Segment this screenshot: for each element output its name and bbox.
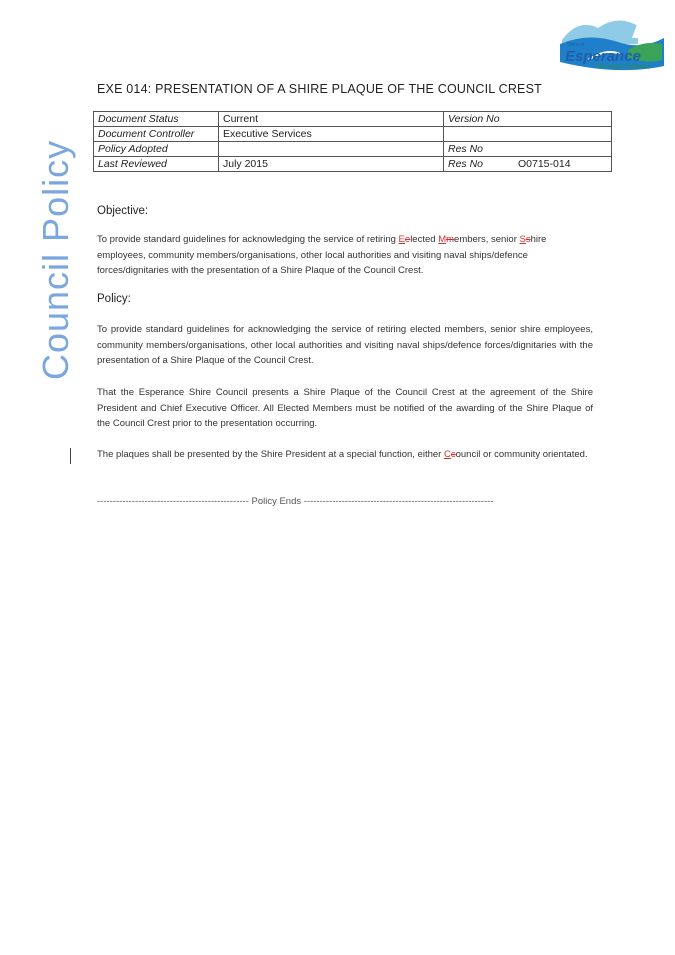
logo-shire-of: Shire of (567, 42, 585, 48)
version-value (514, 112, 612, 127)
policy-del-c: C (443, 449, 451, 460)
adopted-value (219, 142, 444, 157)
version-label: Version No (444, 112, 515, 127)
meta-row-reviewed (94, 157, 612, 172)
objective-del-s: S (519, 234, 526, 245)
logo-tree-icon (632, 18, 662, 38)
change-bar (70, 448, 71, 464)
objective-del-e: E (398, 234, 405, 245)
policy-ins-c: c (450, 449, 456, 460)
meta-row-adopted (94, 142, 612, 157)
objective-del-m: M (438, 234, 447, 245)
reviewed-value: July 2015 (219, 157, 444, 172)
policy-paragraph-1: To provide standard guidelines for acknowledging the service of retiring elected members, senior shire employees, community members/organisations, other local authorities and visiting naval ships/defence forces/dignitaries with the presentation of a Shire Plaque of the Council Crest. (97, 324, 593, 366)
controller-label: Document Controller (94, 127, 219, 142)
objective-heading: Objective: (97, 205, 149, 217)
objective-text-2: lected (410, 234, 439, 245)
reviewed-label: Last Reviewed (94, 157, 219, 172)
document-meta-table (93, 111, 612, 172)
council-policy-side-label: Council Policy (35, 139, 76, 380)
status-value: Current (219, 112, 444, 127)
res-value-2: O0715-014 (514, 157, 612, 172)
policy-paragraph-3 (97, 447, 593, 463)
meta-row-status (94, 112, 612, 127)
res-value-1 (514, 142, 612, 157)
controller-value: Executive Services (219, 127, 444, 142)
status-label: Document Status (94, 112, 219, 127)
objective-text-1: To provide standard guidelines for acknowledging the service of retiring (97, 234, 399, 245)
policy-paragraph-2: That the Esperance Shire Council presents a Shire Plaque of the Council Crest at the agreement of the Shire President and Chief Executive Officer. All Elected Members must be notified of the awarding of the Shire Plaque of the Council Crest prior to the presentation occurring. (97, 387, 593, 429)
controller-empty-1 (444, 127, 515, 142)
logo-name: Esperance (565, 48, 641, 65)
objective-ins-m: m (446, 234, 455, 245)
policy-heading: Policy: (97, 293, 131, 305)
policy-ends-line: ------------------------------------------------ Policy Ends ------------------------------------------------------------ (97, 496, 494, 507)
controller-empty-2 (514, 127, 612, 142)
document-title: EXE 014: PRESENTATION OF A SHIRE PLAQUE OF THE COUNCIL CREST (97, 82, 542, 96)
policy-p3-text-a: The plaques shall be presented by the Shire President at a special function, either (97, 449, 444, 460)
objective-text-3: embers, senior (454, 234, 520, 245)
adopted-label: Policy Adopted (94, 142, 219, 157)
res-label-2: Res No (444, 157, 515, 172)
objective-text-4: hire employees, community members/organisations, other local authorities and visiting naval ships/defence forces/dignitaries with the presentation of a Shire Plaque of the Council Crest. (97, 234, 547, 276)
logo-tagline: We make it happen! (596, 64, 650, 70)
objective-ins-e: e (404, 234, 411, 245)
objective-paragraph (97, 232, 593, 279)
res-label-1: Res No (444, 142, 515, 157)
objective-ins-s: s (525, 234, 531, 245)
policy-p3-text-b: ouncil or community orientated. (455, 449, 588, 460)
meta-row-controller (94, 127, 612, 142)
